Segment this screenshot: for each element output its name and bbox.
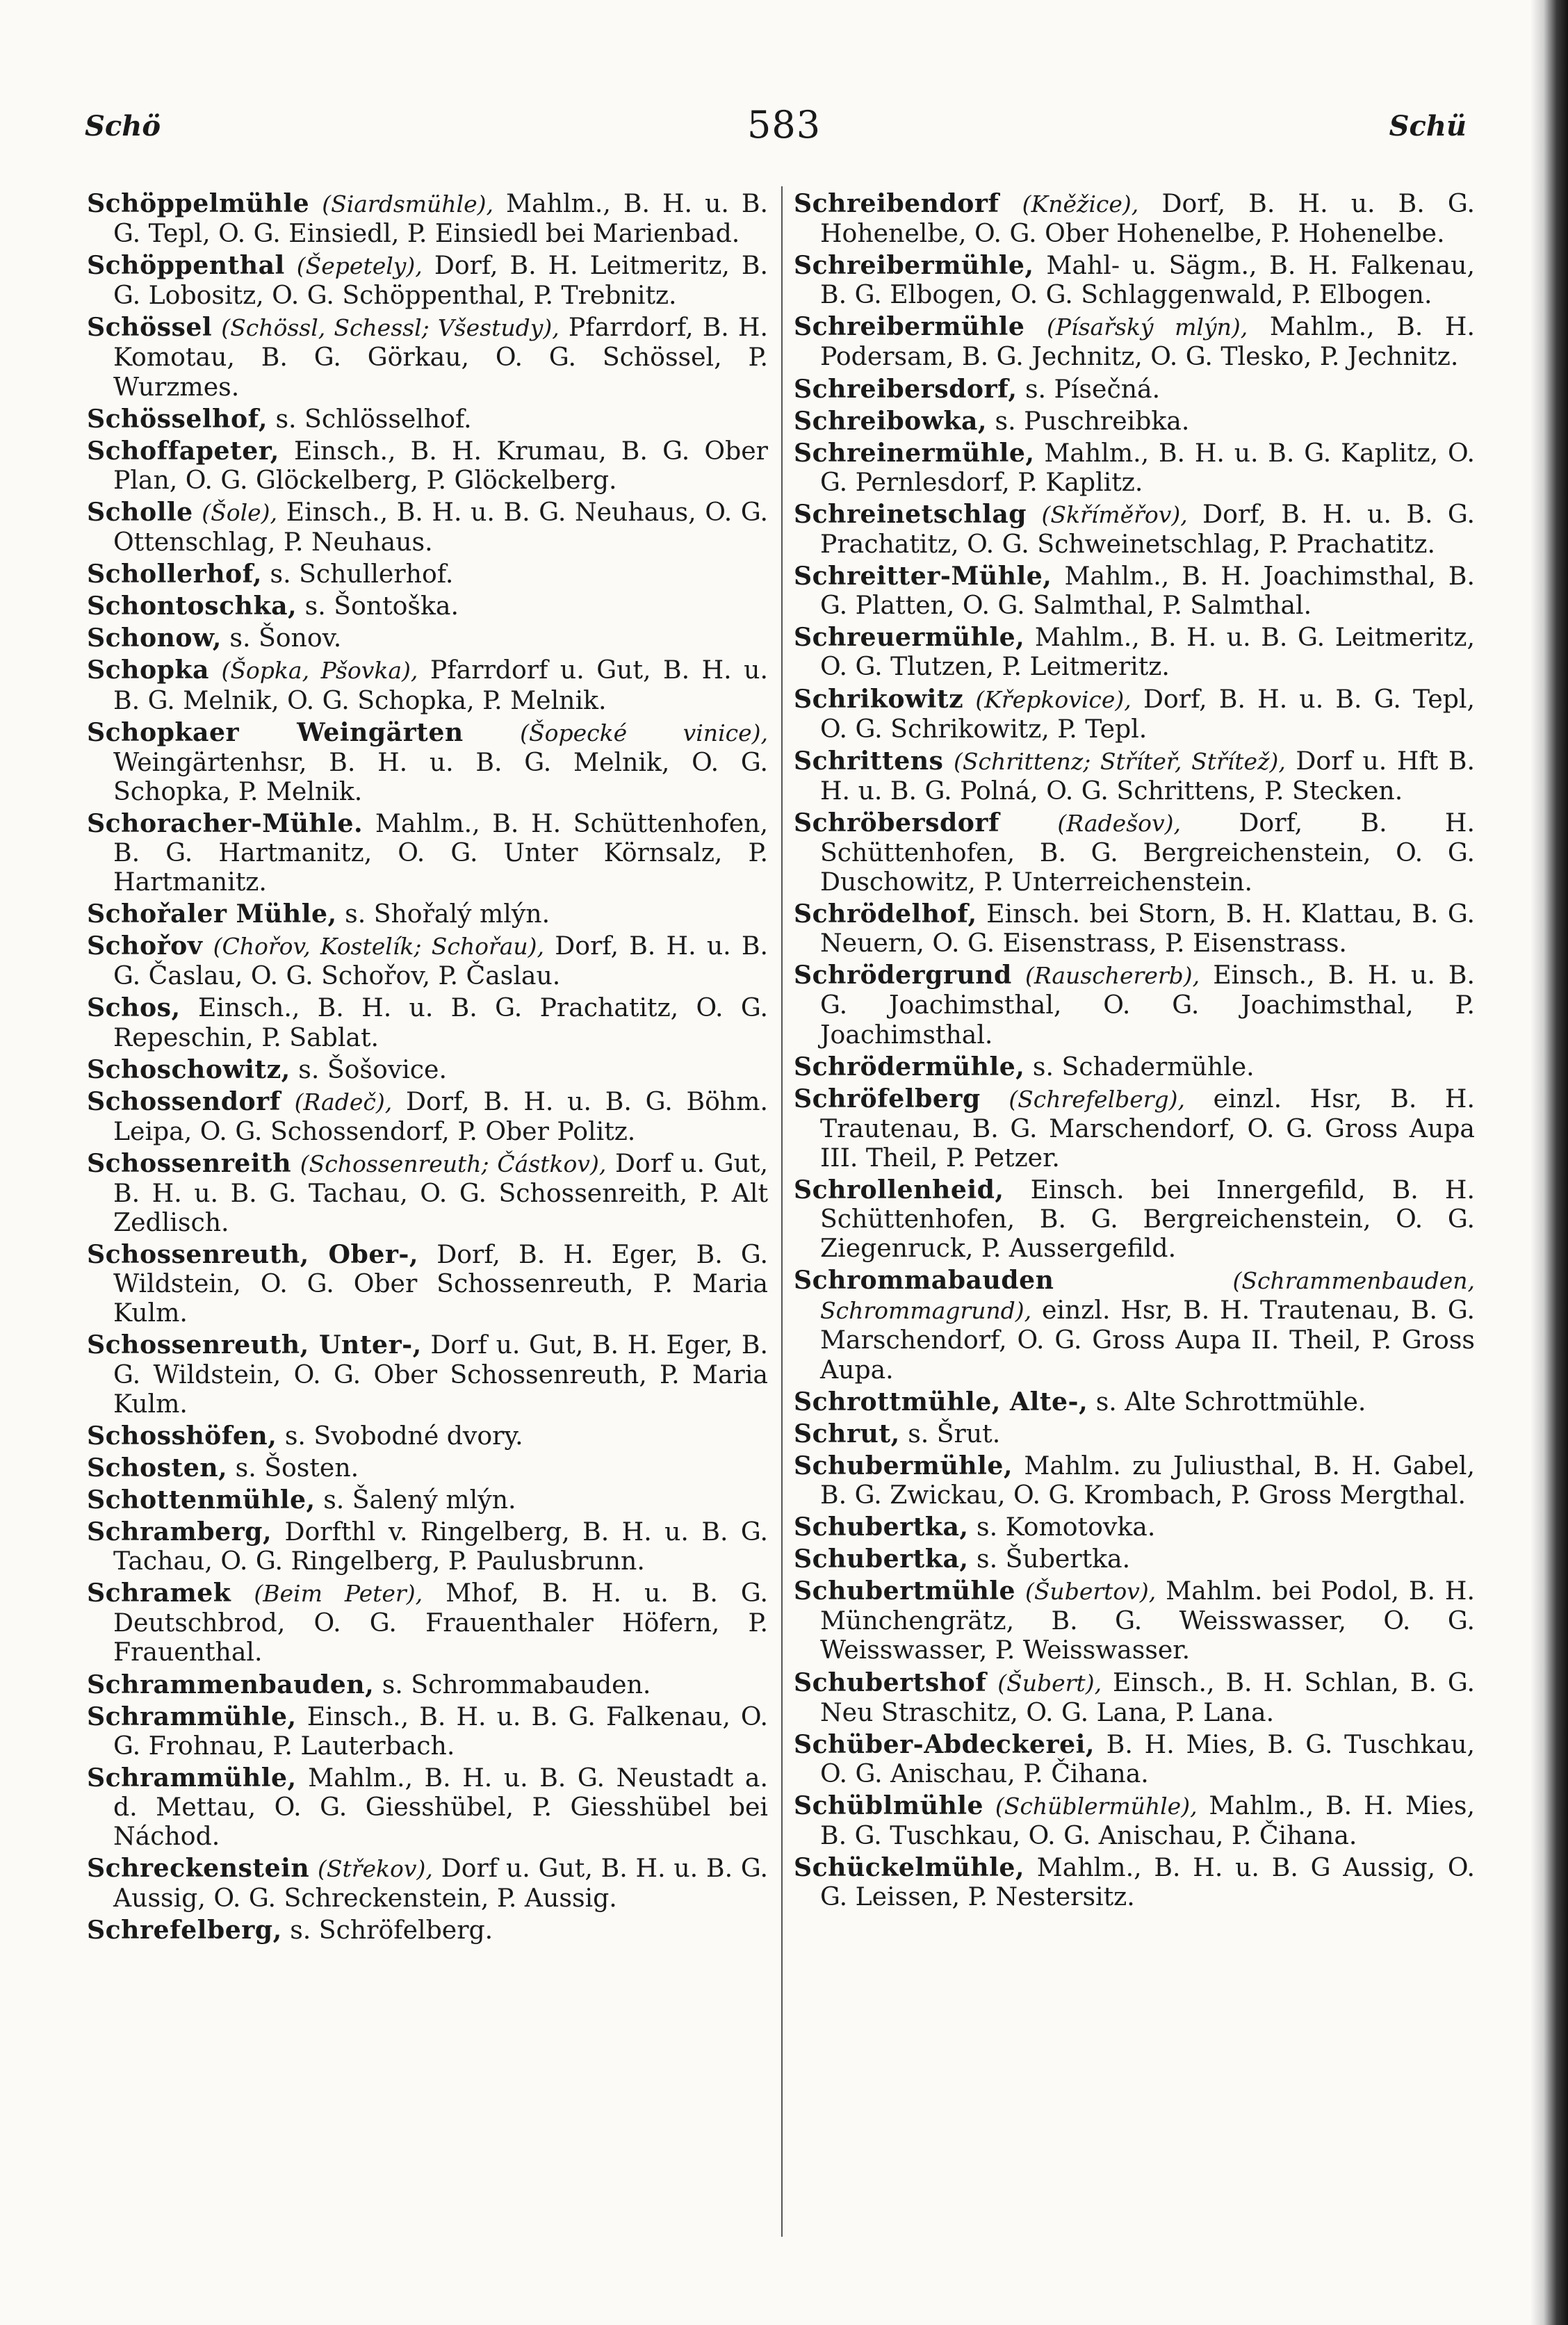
entry-alternate-names: (Šubert),	[997, 1669, 1102, 1697]
gazetteer-entry	[87, 1240, 768, 1328]
entry-alternate-names: (Radeč),	[294, 1088, 393, 1116]
entry-description: Dorf, B. H. Eger, B. G. Wildstein, O. G. Ober Schossenreuth, P. Maria Kulm.	[113, 1239, 768, 1328]
entry-alternate-names: (Šole),	[202, 498, 278, 526]
gazetteer-entry	[87, 1149, 768, 1237]
gazetteer-entry	[87, 1485, 768, 1515]
entry-headword: Schrammühle,	[87, 1762, 297, 1793]
entry-description: Einsch., B. H. Schlan, B. G. Neu Straschitz, O. G. Lana, P. Lana.	[820, 1667, 1475, 1727]
entry-headword: Schoffapeter,	[87, 435, 279, 466]
gazetteer-entry	[87, 498, 768, 557]
gazetteer-entry	[794, 562, 1475, 620]
entry-headword: Schöppelmühle	[87, 188, 310, 218]
entry-headword: Schořaler Mühle,	[87, 899, 337, 929]
entry-description: s. Alte Schrottmühle.	[1095, 1386, 1366, 1417]
entry-description: Dorfthl v. Ringelberg, B. H. u. B. G. Tachau, O. G. Ringelberg, P. Paulusbrunn.	[113, 1517, 768, 1576]
gazetteer-entry	[794, 1791, 1475, 1850]
entry-headword: Schückelmühle,	[794, 1852, 1024, 1883]
entry-headword: Schreibendorf	[794, 188, 999, 218]
entry-description: Weingärtenhsr, B. H. u. B. G. Melnik, O. G. Schopka, P. Melnik.	[113, 747, 768, 806]
entry-headword: Schrefelberg,	[87, 1915, 282, 1945]
gazetteer-entry	[794, 899, 1475, 958]
gazetteer-entry	[794, 312, 1475, 371]
gazetteer-entry	[87, 1087, 768, 1146]
entry-description: Mahlm., B. H. u. B. G. Kaplitz, O. G. Pernlesdorf, P. Kaplitz.	[820, 437, 1475, 497]
entry-description: Dorf u. Hft B. H. u. B. G. Polná, O. G. Schrittens, P. Stecken.	[820, 745, 1476, 806]
entry-description: s. Schröfelberg.	[290, 1915, 493, 1945]
entry-description: Einsch., B. H. u. B. G. Neuhaus, O. G. Ottenschlag, P. Neuhaus.	[113, 496, 768, 557]
entry-headword: Schubertka,	[794, 1544, 969, 1574]
gazetteer-entry	[794, 1730, 1475, 1788]
gazetteer-entry	[87, 405, 768, 434]
entry-description: Mahlm., B. H. u. B. G. Leitmeritz, O. G. Tlutzen, P. Leitmeritz.	[820, 622, 1475, 682]
entry-description: Mahlm. bei Podol, B. H. Münchengrätz, B. G. Weisswasser, O. G. Weisswasser, P. Weisswasser.	[820, 1576, 1475, 1665]
gazetteer-entry	[87, 189, 768, 248]
entry-headword: Schrödelhof,	[794, 899, 977, 929]
entry-alternate-names: (Šepetely),	[296, 252, 423, 280]
page-edge-shadow	[1530, 0, 1568, 2325]
gazetteer-entry	[794, 961, 1475, 1049]
entry-headword: Schösselhof,	[87, 403, 268, 434]
entry-headword: Schreibermühle,	[794, 250, 1034, 281]
entry-description: Dorf, B. H. u. B. G. Hohenelbe, O. G. Ober Hohenelbe, P. Hohenelbe.	[820, 188, 1475, 249]
gazetteer-entry	[794, 1052, 1475, 1082]
entry-headword: Schrommabauden	[794, 1265, 1054, 1296]
entry-alternate-names: (Radešov),	[1057, 809, 1182, 837]
entry-headword: Schüblmühle	[794, 1790, 984, 1820]
gazetteer-entry	[87, 1453, 768, 1483]
entry-description: s. Shořalý mlýn.	[345, 899, 550, 929]
entry-description: Mahlm., B. H. u. B. G. Neustadt a. d. Mettau, O. G. Giesshübel, P. Giesshübel bei Náchod.	[113, 1762, 768, 1851]
entry-headword: Schreibermühle	[794, 311, 1025, 342]
entry-headword: Schröfelberg	[794, 1083, 981, 1113]
entry-headword: Schopkaer Weingärten	[87, 717, 464, 747]
entry-description: s. Šonov.	[229, 623, 342, 653]
gazetteer-entry	[794, 1387, 1475, 1417]
entry-alternate-names: (Schossenreuth; Částkov),	[300, 1150, 607, 1177]
entry-alternate-names: (Rauschererb),	[1024, 962, 1200, 990]
gazetteer-entry	[87, 1517, 768, 1576]
entry-description: Einsch. bei Innergefild, B. H. Schüttenhofen, B. G. Bergreichenstein, O. G. Ziegenruck, P. Aussergefild.	[820, 1175, 1475, 1264]
entry-headword: Schreinetschlag	[794, 498, 1027, 529]
entry-description: einzl. Hsr, B. H. Trautenau, B. G. Marschendorf, O. G. Gross Aupa III. Theil, P. Petzer.	[820, 1083, 1475, 1173]
entry-description: Pfarrdorf u. Gut, B. H. u. B. G. Melnik, O. G. Schopka, P. Melnik.	[113, 655, 768, 715]
entry-headword: Schröbersdorf	[794, 807, 1000, 838]
entry-description: B. H. Mies, B. G. Tuschkau, O. G. Anischau, P. Čihana.	[820, 1729, 1475, 1788]
entry-description: s. Schlösselhof.	[275, 403, 472, 434]
entry-headword: Schössel	[87, 312, 213, 343]
gazetteer-entry	[87, 1330, 768, 1418]
gazetteer-entry	[794, 808, 1475, 897]
entry-alternate-names: (Beim Peter),	[254, 1580, 423, 1608]
right-column	[794, 189, 1475, 1914]
entry-description: Dorf, B. H. u. B. G. Prachatitz, O. G. Schweinetschlag, P. Prachatitz.	[820, 498, 1475, 560]
running-header	[83, 103, 1467, 165]
entry-headword: Schreckenstein	[87, 1853, 310, 1884]
entry-headword: Schramberg,	[87, 1517, 272, 1547]
entry-headword: Schubertka,	[794, 1512, 969, 1542]
entry-description: Dorf u. Gut, B. H. u. B. G. Aussig, O. G. Schreckenstein, P. Aussig.	[113, 1853, 768, 1914]
entry-alternate-names: (Siardsmühle),	[322, 190, 494, 218]
column-divider	[781, 186, 783, 2237]
gazetteer-entry	[794, 1512, 1475, 1542]
entry-description: Mahl- u. Sägm., B. H. Falkenau, B. G. Elbogen, O. G. Schlaggenwald, P. Elbogen.	[820, 250, 1475, 310]
gazetteer-entry	[794, 439, 1475, 497]
gazetteer-entry	[794, 1853, 1475, 1911]
entry-headword: Schrödermühle,	[794, 1051, 1025, 1082]
entry-description: s. Komotovka.	[977, 1512, 1156, 1542]
entry-description: s. Šošovice.	[298, 1054, 447, 1084]
entry-headword: Schosshöfen,	[87, 1420, 277, 1451]
gazetteer-entry	[794, 1084, 1475, 1173]
entry-description: Dorf u. Gut, B. H. u. B. G. Tachau, O. G. Schossenreith, P. Alt Zedlisch.	[113, 1148, 768, 1238]
entry-description: Mhof, B. H. u. B. G. Deutschbrod, O. G. Frauenthaler Höfern, P. Frauenthal.	[113, 1578, 768, 1667]
entry-headword: Scholle	[87, 496, 193, 527]
entry-alternate-names: (Schüblermühle),	[995, 1792, 1198, 1820]
entry-alternate-names: (Křepkovice),	[975, 685, 1132, 713]
entry-description: einzl. Hsr, B. H. Trautenau, B. G. Marschendorf, O. G. Gross Aupa II. Theil, P. Gross Aupa.	[820, 1295, 1475, 1385]
entry-description: Mahlm., B. H. Schüttenhofen, B. G. Hartmanitz, O. G. Unter Körnsalz, P. Hartmanitz.	[113, 808, 768, 897]
entry-headword: Schrollenheid,	[794, 1175, 1004, 1205]
gazetteer-entry	[87, 1702, 768, 1761]
header-right-catchword: Schü	[1389, 110, 1467, 142]
entry-description: Dorf, B. H. u. B. G. Časlau, O. G. Schořov, P. Časlau.	[113, 931, 768, 991]
entry-headword: Schossendorf	[87, 1086, 281, 1116]
entry-description: Dorf u. Gut, B. H. Eger, B. G. Wildstein, O. G. Ober Schossenreuth, P. Maria Kulm.	[113, 1330, 768, 1419]
gazetteer-entry	[87, 1670, 768, 1699]
gazetteer-entry	[794, 251, 1475, 309]
entry-description: s. Šalený mlýn.	[323, 1484, 516, 1515]
entry-headword: Schrittens	[794, 745, 944, 776]
gazetteer-entry	[87, 251, 768, 310]
entry-headword: Schrikowitz	[794, 683, 964, 714]
entry-description: s. Šubertka.	[977, 1544, 1131, 1574]
entry-headword: Schreuermühle,	[794, 622, 1025, 653]
entry-description: s. Svobodné dvory.	[284, 1420, 523, 1451]
page-number: 583	[747, 103, 822, 147]
entry-headword: Schubertshof	[794, 1667, 987, 1697]
entry-headword: Schubermühle,	[794, 1450, 1013, 1480]
entry-headword: Schrödergrund	[794, 960, 1012, 990]
gazetteer-entry	[87, 1421, 768, 1451]
entry-headword: Schos,	[87, 993, 181, 1023]
gazetteer-entry	[87, 560, 768, 589]
entry-description: Mahlm., B. H. Podersam, B. G. Jechnitz, O. G. Tlesko, P. Jechnitz.	[820, 311, 1475, 372]
gazetteer-entry	[87, 1854, 768, 1913]
gazetteer-entry	[87, 592, 768, 621]
gazetteer-entry	[794, 1668, 1475, 1727]
entry-alternate-names: (Schrefelberg),	[1008, 1085, 1186, 1113]
entry-alternate-names: (Schrittenz; Stříteř, Střítež),	[954, 747, 1286, 775]
gazetteer-entry	[87, 1763, 768, 1851]
entry-headword: Schreinermühle,	[794, 437, 1035, 468]
header-left-catchword: Schö	[85, 110, 161, 142]
entry-headword: Schüber-Abdeckerei,	[794, 1729, 1095, 1759]
entry-alternate-names: (Chořov, Kostelík; Schořau),	[213, 933, 545, 961]
entry-headword: Schrottmühle, Alte-,	[794, 1386, 1088, 1417]
entry-description: Dorf, B. H. Leitmeritz, B. G. Lobositz, O. G. Schöppenthal, P. Trebnitz.	[113, 250, 768, 311]
entry-headword: Schreibersdorf,	[794, 373, 1018, 404]
entry-description: Dorf, B. H. u. B. G. Böhm. Leipa, O. G. Schossendorf, P. Ober Politz.	[113, 1086, 768, 1146]
gazetteer-entry	[794, 189, 1475, 248]
entry-description: Dorf, B. H. u. B. G. Tepl, O. G. Schrikowitz, P. Tepl.	[820, 683, 1475, 744]
entry-description: s. Šontoška.	[304, 591, 459, 621]
entry-headword: Schontoschka,	[87, 591, 297, 621]
entry-alternate-names: (Šubertov),	[1024, 1578, 1157, 1606]
gazetteer-entry	[794, 1419, 1475, 1449]
entry-description: Einsch., B. H. u. B. G. Joachimsthal, O. G. Joachimsthal, P. Joachimsthal.	[820, 960, 1475, 1050]
entry-headword: Schrammenbauden,	[87, 1669, 375, 1699]
entry-headword: Schreitter-Mühle,	[794, 561, 1052, 592]
entry-headword: Schossenreith	[87, 1148, 292, 1178]
entry-description: s. Schullerhof.	[270, 559, 454, 589]
gazetteer-entry	[794, 747, 1475, 806]
entry-description: Pfarrdorf, B. H. Komotau, B. G. Görkau, O. G. Schössel, P. Wurzmes.	[113, 312, 768, 402]
entry-alternate-names: (Schössl, Schessl; Všestudy),	[221, 314, 560, 342]
gazetteer-entry	[794, 685, 1475, 744]
gazetteer-entry	[87, 655, 768, 715]
entry-headword: Schrut,	[794, 1418, 900, 1449]
entry-headword: Schubertmühle	[794, 1576, 1016, 1606]
entry-headword: Schreibowka,	[794, 405, 988, 436]
gazetteer-entry	[87, 437, 768, 495]
entry-headword: Schossenreuth, Unter-,	[87, 1330, 422, 1360]
gazetteer-entry	[87, 1578, 768, 1667]
gazetteer-entry	[794, 1266, 1475, 1384]
entry-description: s. Šrut.	[908, 1418, 1001, 1449]
entry-alternate-names: (Písařský mlýn),	[1046, 313, 1248, 341]
entry-headword: Schoracher-Mühle.	[87, 808, 364, 838]
gazetteer-entry	[87, 1055, 768, 1084]
entry-description: Mahlm., B. H. u. B. G. Tepl, O. G. Einsiedl, P. Einsiedl bei Marienbad.	[113, 188, 769, 249]
entry-headword: Schoschowitz,	[87, 1054, 291, 1084]
entry-headword: Schöppenthal	[87, 250, 285, 281]
entry-description: s. Schrommabauden.	[382, 1669, 651, 1699]
gazetteer-entry	[794, 375, 1475, 404]
entry-description: s. Šosten.	[235, 1452, 359, 1483]
gazetteer-entry	[87, 993, 768, 1052]
entry-description: s. Schadermühle.	[1032, 1051, 1255, 1082]
left-column	[87, 189, 768, 1948]
gazetteer-entry	[87, 718, 768, 806]
entry-headword: Schořov	[87, 931, 203, 961]
entry-description: Einsch. bei Storn, B. H. Klattau, B. G. Neuern, O. G. Eisenstrass, P. Eisenstrass.	[820, 899, 1475, 958]
entry-description: Mahlm., B. H. Joachimsthal, B. G. Platten, O. G. Salmthal, P. Salmthal.	[820, 561, 1475, 621]
entry-headword: Schottenmühle,	[87, 1484, 316, 1515]
gazetteer-entry	[87, 1916, 768, 1945]
gazetteer-entry	[794, 1576, 1475, 1665]
entry-headword: Schollerhof,	[87, 559, 263, 589]
entry-alternate-names: (Střekov),	[317, 1855, 433, 1883]
entry-alternate-names: (Šopka, Pšovka),	[221, 657, 418, 685]
entry-alternate-names: (Kněžice),	[1022, 190, 1139, 218]
entry-description: Mahlm., B. H. Mies, B. G. Tuschkau, O. G. Anischau, P. Čihana.	[820, 1790, 1475, 1850]
entry-description: Mahlm., B. H. u. B. G Aussig, O. G. Leissen, P. Nestersitz.	[820, 1852, 1475, 1912]
entry-alternate-names: (Schrammenbauden, Schrommagrund),	[820, 1267, 1475, 1325]
gazetteer-entry	[87, 809, 768, 897]
entry-headword: Schopka	[87, 655, 209, 685]
entry-description: Mahlm. zu Juliusthal, B. H. Gabel, B. G. Zwickau, O. G. Krombach, P. Gross Mergthal.	[820, 1450, 1475, 1510]
gazetteer-entry	[794, 1175, 1475, 1263]
gazetteer-entry	[87, 313, 768, 401]
entry-description: s. Písečná.	[1024, 373, 1161, 404]
entry-headword: Schramek	[87, 1578, 231, 1608]
gazetteer-entry	[794, 500, 1475, 559]
entry-description: s. Puschreibka.	[995, 405, 1190, 436]
gazetteer-entry	[794, 1451, 1475, 1510]
entry-headword: Schonow,	[87, 623, 222, 653]
entry-description: Einsch., B. H. u. B. G. Prachatitz, O. G. Repeschin, P. Sablat.	[113, 993, 768, 1052]
entry-headword: Schossenreuth, Ober-,	[87, 1239, 419, 1270]
gazetteer-entry	[87, 931, 768, 990]
entry-alternate-names: (Šopecké vinice),	[520, 719, 768, 747]
gazetteer-entry	[87, 623, 768, 653]
entry-headword: Schosten,	[87, 1452, 228, 1483]
entry-headword: Schrammühle,	[87, 1701, 297, 1731]
entry-description: Einsch., B. H. Krumau, B. G. Ober Plan, O. G. Glöckelberg, P. Glöckelberg.	[113, 435, 768, 495]
gazetteer-entry	[794, 407, 1475, 436]
gazetteer-entry	[794, 623, 1475, 681]
gazetteer-entry	[87, 899, 768, 929]
gazetteer-entry	[794, 1544, 1475, 1574]
entry-alternate-names: (Skříměřov),	[1041, 500, 1188, 528]
entry-description: Einsch., B. H. u. B. G. Falkenau, O. G. Frohnau, P. Lauterbach.	[113, 1701, 768, 1761]
entry-description: Dorf, B. H. Schüttenhofen, B. G. Bergreichenstein, O. G. Duschowitz, P. Unterreichenstein.	[820, 807, 1475, 897]
